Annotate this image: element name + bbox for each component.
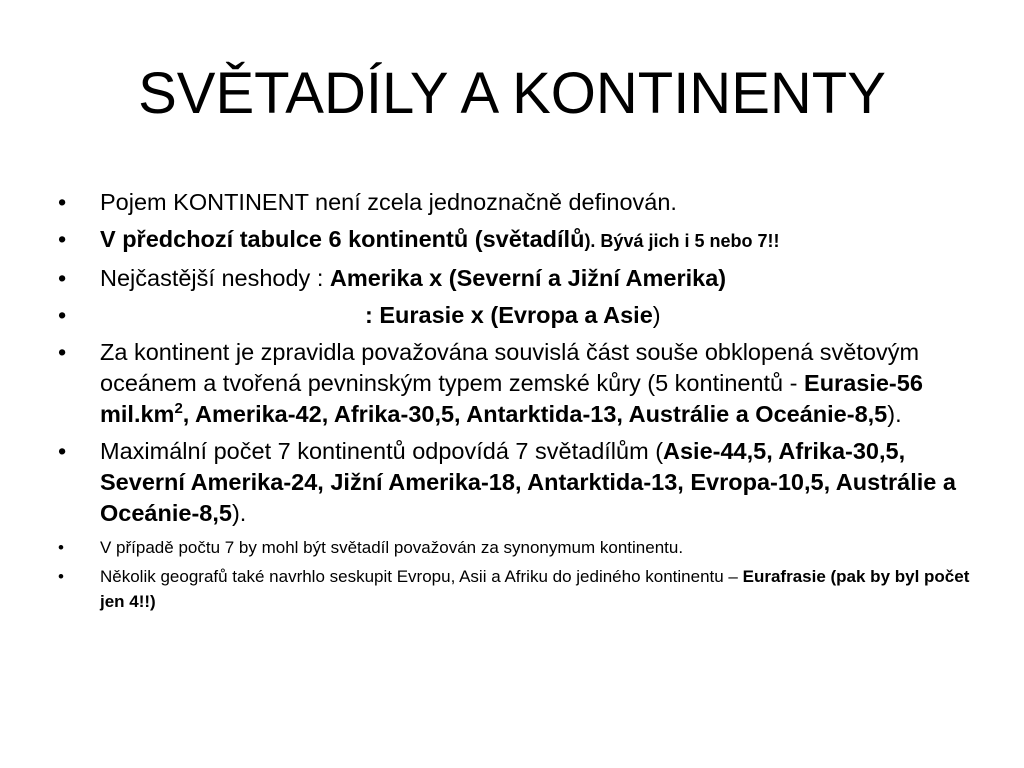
bullet-text: Za kontinent je zpravidla považována souvislá část souše obklopená světovým oceánem a tvořená pevninským typem zemské kůry (5 kontinentů - <box>100 339 920 396</box>
bullet-item-previous-table <box>58 224 978 257</box>
bullet-text-bold: , Amerika-42, Afrika-30,5, Antarktida-13, Austrálie a Oceánie-8,5 <box>182 401 888 427</box>
bullet-item-disagreements <box>58 263 978 294</box>
bullet-icon: • <box>58 265 67 291</box>
bullet-icon: • <box>58 538 64 557</box>
bullet-text: ) <box>652 302 661 328</box>
slide-title: SVĚTADÍLY A KONTINENTY <box>138 61 886 126</box>
bullet-text: V případě počtu 7 by mohl být světadíl považován za synonymum kontinentu. <box>100 538 684 557</box>
bullet-item-definition <box>58 187 978 218</box>
bullet-list <box>58 187 978 618</box>
bullet-item-eurasia <box>58 300 978 331</box>
bullet-text: ). <box>887 401 902 427</box>
bullet-icon: • <box>58 438 67 464</box>
bullet-text: Maximální počet 7 kontinentů odpovídá 7 světadílům ( <box>100 438 664 464</box>
bullet-text-bold: Eurafrasie (pak by byl počet jen 4!!) <box>100 567 970 611</box>
bullet-item-five-continents <box>58 337 978 430</box>
bullet-text: ). <box>231 500 247 526</box>
superscript: 2 <box>174 400 183 418</box>
bullet-icon: • <box>58 226 67 252</box>
bullet-item-eurafrasia <box>58 564 978 614</box>
bullet-icon: • <box>58 302 67 328</box>
bullet-item-seven-continents <box>58 436 978 529</box>
bullet-icon: • <box>58 189 67 215</box>
bullet-text: Pojem KONTINENT není zcela jednoznačně definován. <box>100 189 677 215</box>
bullet-item-synonym <box>58 535 978 560</box>
bullet-text-small-bold: ). Bývá jich i 5 nebo 7!! <box>584 231 780 251</box>
bullet-text-bold: V předchozí tabulce 6 kontinentů (světadílů <box>100 226 585 252</box>
bullet-text-bold: Asie-44,5, Afrika-30,5, Severní Amerika-24, Jižní Amerika-18, Antarktida-13, Evropa-10,5, Austrálie a Oceánie-8,5 <box>100 438 956 526</box>
bullet-icon: • <box>58 339 67 365</box>
bullet-text: Nejčastější neshody : <box>100 265 330 291</box>
bullet-text-bold: Eurasie-56 mil.km <box>100 370 923 427</box>
bullet-text-bold: Amerika x (Severní a Jižní Amerika) <box>329 265 727 291</box>
bullet-text-bold: : Eurasie x (Evropa a Asie <box>365 302 653 328</box>
bullet-icon: • <box>58 567 64 586</box>
bullet-text: Několik geografů také navrhlo seskupit Evropu, Asii a Afriku do jediného kontinentu – <box>100 567 743 586</box>
